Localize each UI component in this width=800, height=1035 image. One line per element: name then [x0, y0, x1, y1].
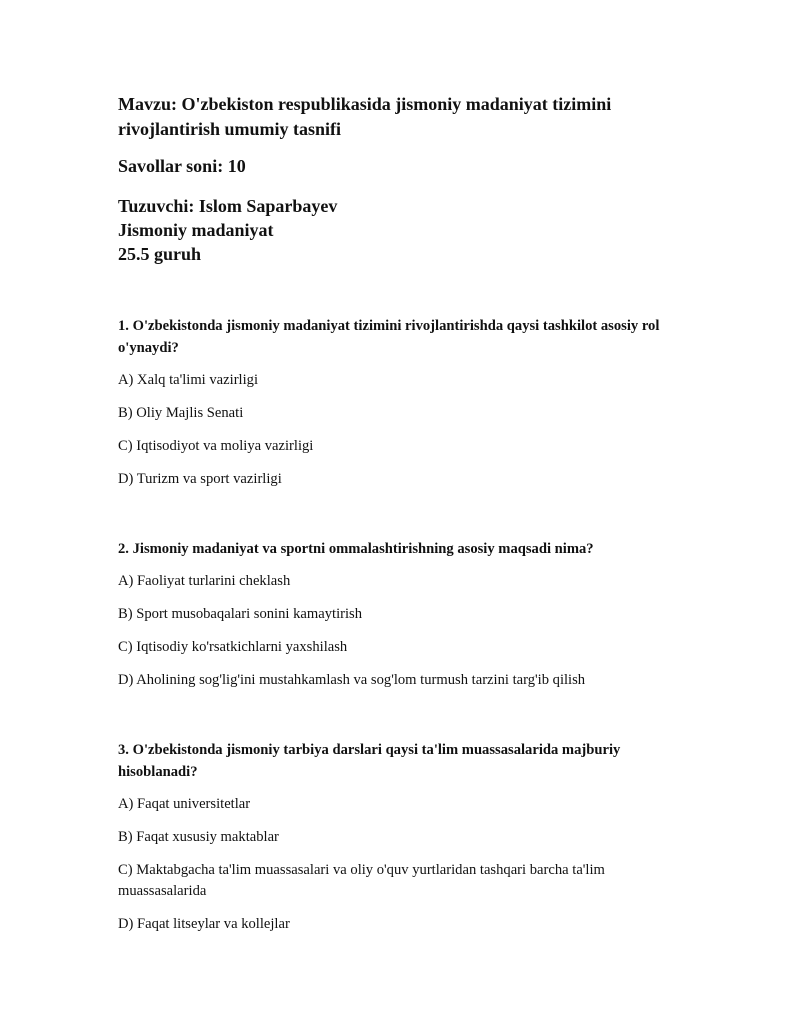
questions-count: Savollar soni: 10: [118, 156, 246, 176]
answer-option-c: C) Maktabgacha ta'lim muassasalari va oliy o'quv yurtlaridan tashqari barcha ta'lim muassasalarida: [118, 862, 605, 899]
answer-option-a: A) Faoliyat turlarini cheklash: [118, 573, 291, 589]
answer-option-a: A) Xalq ta'limi vazirligi: [118, 372, 259, 388]
answer-options: [118, 370, 678, 490]
question-1: [118, 315, 678, 490]
answer-option-c: C) Iqtisodiy ko'rsatkichlarni yaxshilash: [118, 639, 348, 655]
answer-option-d: D) Turizm va sport vazirligi: [118, 471, 282, 487]
group-name: 25.5 guruh: [118, 244, 202, 264]
answer-options: [118, 794, 678, 935]
answer-options: [118, 571, 678, 691]
author-block: [118, 194, 678, 266]
answer-option-b: B) Oliy Majlis Senati: [118, 405, 244, 421]
question-3: [118, 739, 678, 935]
answer-option-d: D) Aholining sog'lig'ini mustahkamlash va sog'lom turmush tarzini targ'ib qilish: [118, 672, 586, 688]
answer-option-b: B) Sport musobaqalari sonini kamaytirish: [118, 606, 363, 622]
answer-option-c: C) Iqtisodiyot va moliya vazirligi: [118, 438, 314, 454]
document-page: [118, 92, 678, 935]
answer-option-b: B) Faqat xususiy maktablar: [118, 829, 279, 845]
question-2: [118, 538, 678, 691]
author-name: Tuzuvchi: Islom Saparbayev: [118, 196, 338, 216]
answer-option-a: A) Faqat universitetlar: [118, 796, 251, 812]
question-text: 2. Jismoniy madaniyat va sportni ommalashtirishning asosiy maqsadi nima?: [118, 541, 594, 557]
subject-name: Jismoniy madaniyat: [118, 220, 274, 240]
question-text: 3. O'zbekistonda jismoniy tarbiya darslari qaysi ta'lim muassasalarida majburiy hisoblanadi?: [118, 742, 621, 780]
question-text: 1. O'zbekistonda jismoniy madaniyat tizimini rivojlantirishda qaysi tashkilot asosiy rol o'ynaydi?: [118, 318, 660, 356]
document-title: Mavzu: O'zbekiston respublikasida jismoniy madaniyat tizimini rivojlantirish umumiy tasnifi: [118, 94, 612, 139]
answer-option-d: D) Faqat litseylar va kollejlar: [118, 916, 290, 932]
